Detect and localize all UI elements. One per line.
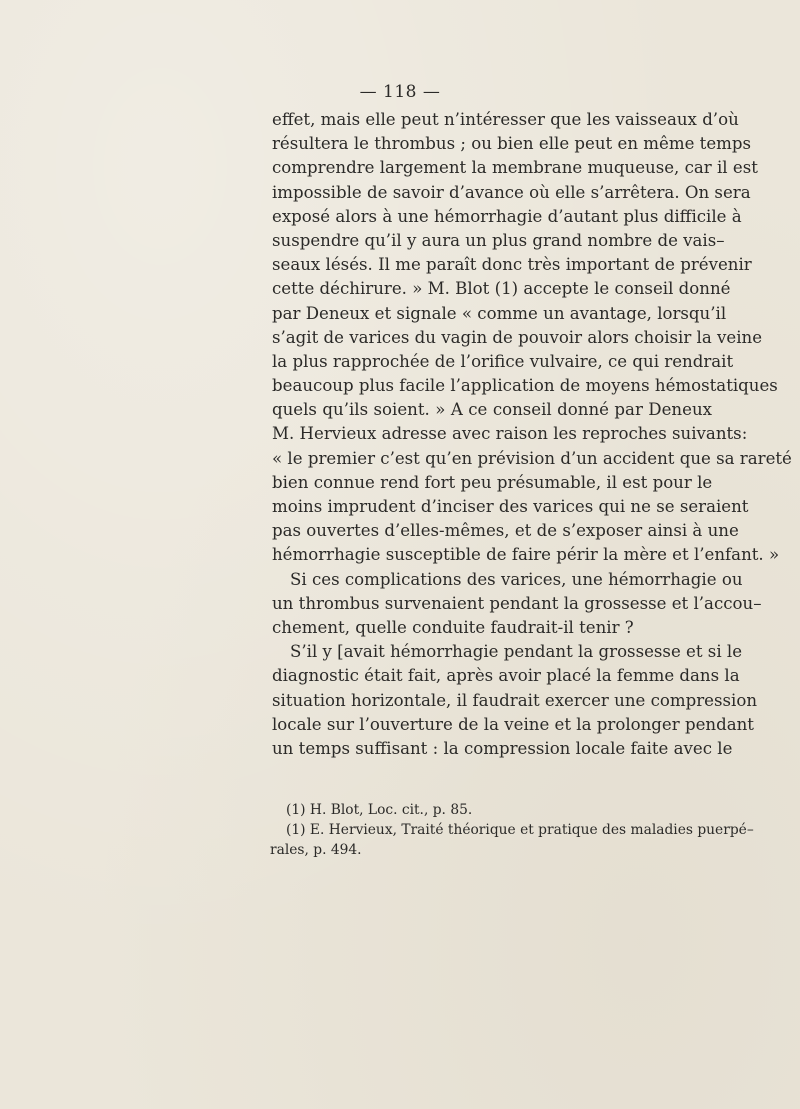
text-line: un thrombus survenaient pendant la grossesse et l’accou– bbox=[272, 593, 762, 613]
text-line: la plus rapprochée de l’orifice vulvaire, ce qui rendrait bbox=[272, 351, 734, 371]
text-line: comprendre largement la membrane muqueuse, car il est bbox=[272, 158, 758, 178]
text-line: chement, quelle conduite faudrait-il tenir ? bbox=[272, 617, 634, 637]
text-line: suspendre qu’il y aura un plus grand nombre de vais– bbox=[272, 230, 725, 250]
footnote: (1) H. Blot, Loc. cit., p. 85. bbox=[286, 802, 473, 818]
paragraph-start-line: S’il y [avait hémorrhagie pendant la grossesse et si le bbox=[290, 642, 743, 662]
text-line: bien connue rend fort peu présumable, il est pour le bbox=[272, 472, 713, 492]
text-line: situation horizontale, il faudrait exercer une compression bbox=[272, 690, 758, 710]
text-line: résultera le thrombus ; ou bien elle peut en même temps bbox=[272, 134, 752, 154]
text-line: diagnostic était fait, après avoir placé la femme dans la bbox=[272, 666, 740, 686]
body-text bbox=[272, 108, 792, 761]
text-line: s’agit de varices du vagin de pouvoir alors choisir la veine bbox=[272, 327, 763, 347]
footnotes bbox=[270, 800, 754, 860]
text-line: cette déchirure. » M. Blot (1) accepte le conseil donné bbox=[272, 279, 731, 299]
text-line: impossible de savoir d’avance où elle s’arrêtera. On sera bbox=[272, 182, 751, 202]
text-line: M. Hervieux adresse avec raison les reproches suivants: bbox=[272, 424, 748, 444]
text-line: « le premier c’est qu’en prévision d’un accident que sa rareté bbox=[272, 448, 792, 468]
text-line: effet, mais elle peut n’intéresser que les vaisseaux d’où bbox=[272, 110, 739, 129]
text-line: seaux lésés. Il me paraît donc très important de prévenir bbox=[272, 255, 752, 275]
footnote-continuation: rales, p. 494. bbox=[270, 842, 362, 858]
text-line: moins imprudent d’inciser des varices qui ne se seraient bbox=[272, 497, 749, 516]
text-line: par Deneux et signale « comme un avantage, lorsqu’il bbox=[272, 303, 727, 323]
page-number: — 118 — bbox=[359, 82, 441, 102]
text-line: exposé alors à une hémorrhagie d’autant plus difficile à bbox=[272, 206, 742, 226]
text-line: pas ouvertes d’elles-mêmes, et de s’exposer ainsi à une bbox=[272, 521, 739, 541]
footnote: (1) E. Hervieux, Traité théorique et pratique des maladies puerpé– bbox=[286, 822, 754, 838]
text-line: un temps suffisant : la compression locale faite avec le bbox=[272, 738, 733, 758]
text-line: hémorrhagie susceptible de faire périr la mère et l’enfant. » bbox=[272, 545, 780, 565]
text-line: quels qu’ils soient. » A ce conseil donné par Deneux bbox=[272, 400, 712, 420]
text-line: beaucoup plus facile l’application de moyens hémostatiques bbox=[272, 376, 778, 396]
paragraph-start-line: Si ces complications des varices, une hémorrhagie ou bbox=[290, 569, 743, 589]
text-line: locale sur l’ouverture de la veine et la prolonger pendant bbox=[272, 714, 754, 734]
